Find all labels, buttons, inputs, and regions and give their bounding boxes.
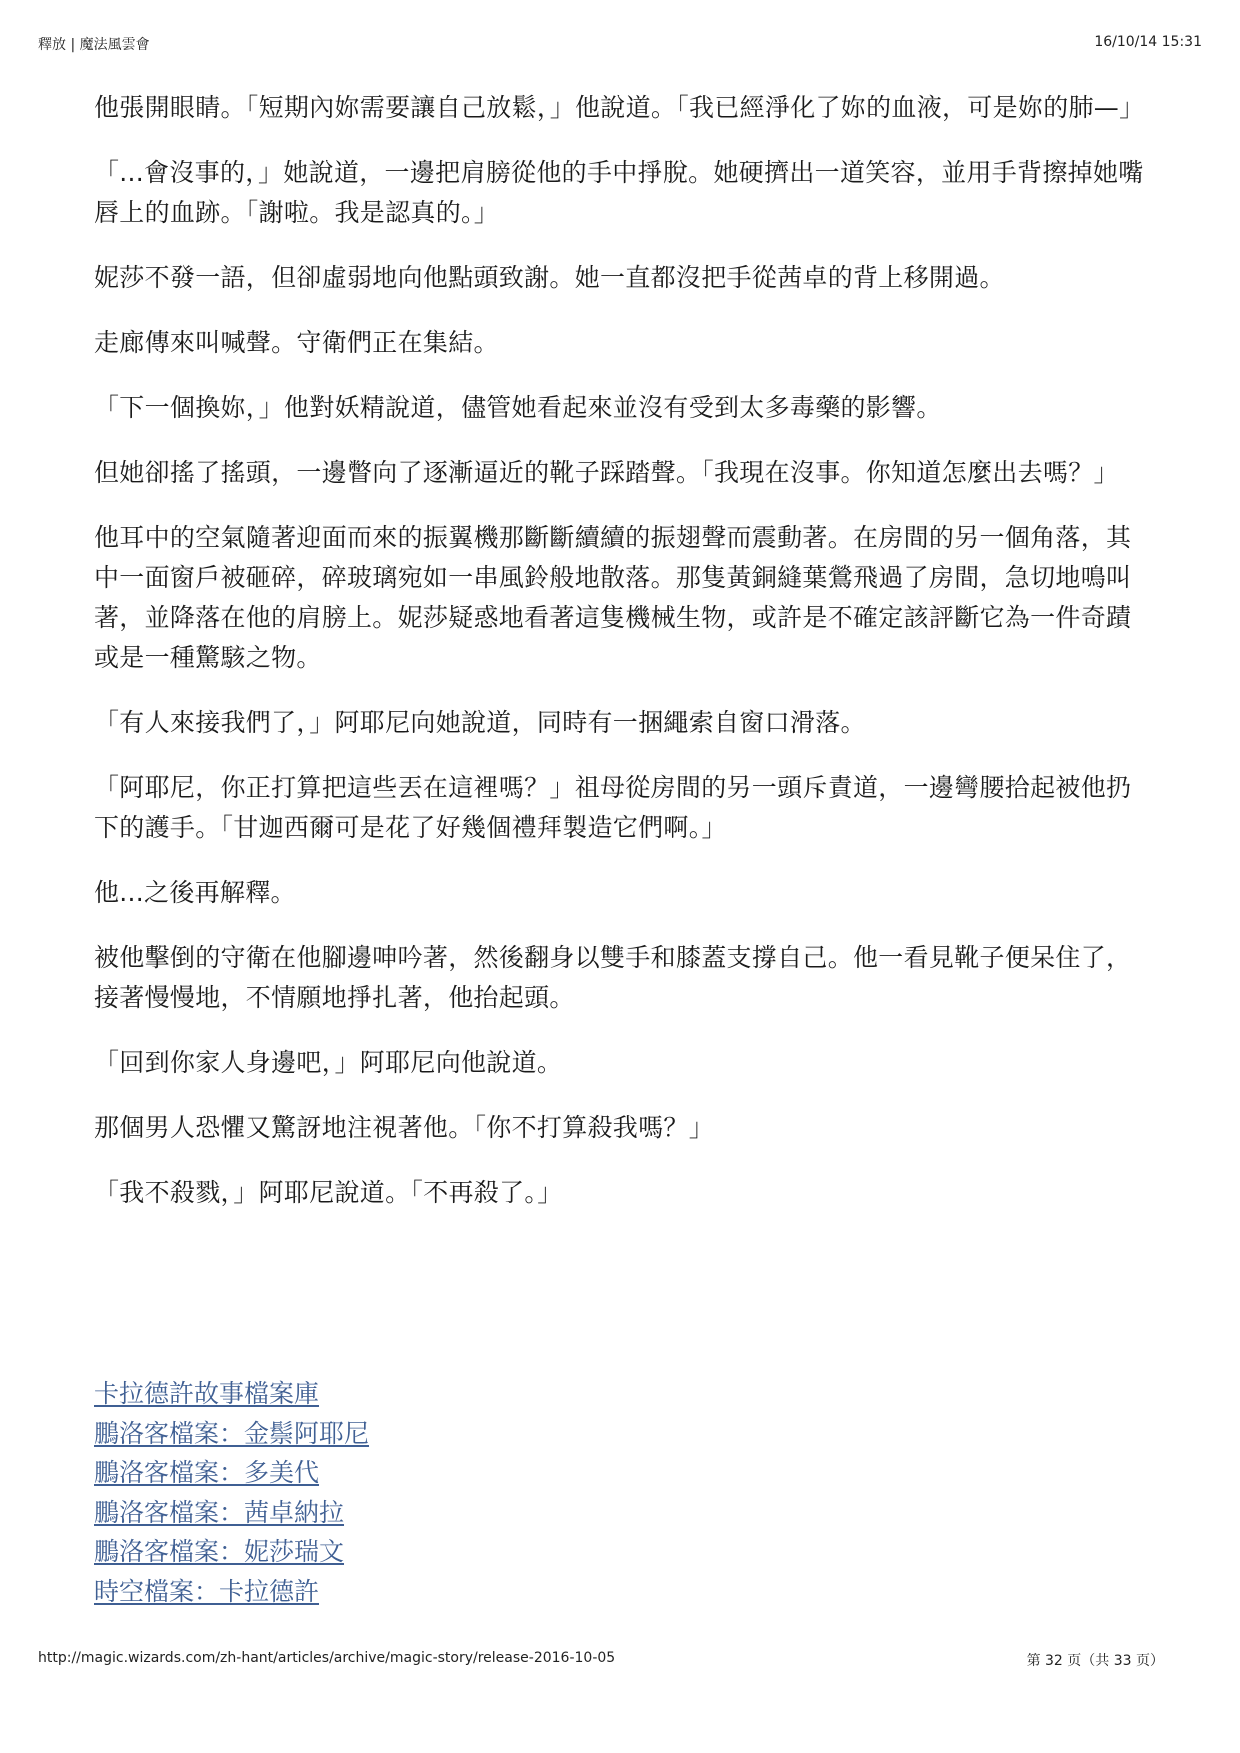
link-planeswalker-chandra[interactable]: 鵬洛客檔案：茜卓納拉 — [94, 1497, 345, 1527]
page-title: 釋放 | 魔法風雲會 — [38, 37, 150, 53]
story-paragraph: 被他擊倒的守衛在他腳邊呻吟著，然後翻身以雙手和膝蓋支撐自己。他一看見靴子便呆住了，接著慢慢地，不情願地掙扎著，他抬起頭。 — [94, 943, 1132, 1012]
print-header — [38, 34, 1202, 56]
link-kaladesh-story-archive[interactable]: 卡拉德許故事檔案庫 — [94, 1379, 320, 1408]
related-links — [94, 1374, 794, 1612]
article-body — [94, 88, 1144, 1238]
story-paragraph: 他耳中的空氣隨著迎面而來的振翼機那斷斷續續的振翅聲而震動著。在房間的另一個角落，其中一面窗戶被砸碎，碎玻璃宛如一串風鈴般地散落。那隻黃銅縫葉鶯飛過了房間，急切地鳴叫著，並降落在他的肩膀上。妮莎疑惑地看著這隻機械生物，或許是不確定該評斷它為一件奇蹟或是一種驚駭之物。 — [94, 523, 1132, 672]
story-paragraph: 走廊傳來叫喊聲。守衛們正在集結。 — [94, 328, 499, 357]
story-paragraph: 「我不殺戮，」阿耶尼說道。「不再殺了。」 — [94, 1178, 563, 1207]
story-paragraph: 「有人來接我們了，」阿耶尼向她說道，同時有一捆繩索自窗口滑落。 — [94, 708, 866, 737]
link-plane-kaladesh[interactable]: 時空檔案：卡拉德許 — [94, 1576, 320, 1606]
link-planeswalker-ajani[interactable]: 鵬洛客檔案：金鬃阿耶尼 — [94, 1418, 370, 1448]
link-planeswalker-nissa[interactable]: 鵬洛客檔案：妮莎瑞文 — [94, 1537, 345, 1567]
story-paragraph: 但她卻搖了搖頭，一邊瞥向了逐漸逼近的靴子踩踏聲。「我現在沒事。你知道怎麼出去嗎？」 — [94, 458, 1119, 487]
link-planeswalker-dovin[interactable]: 鵬洛客檔案：多美代 — [94, 1458, 320, 1488]
story-paragraph: 妮莎不發一語，但卻虛弱地向他點頭致謝。她一直都沒把手從茜卓的背上移開過。 — [94, 263, 1005, 292]
print-timestamp: 16/10/14 15:31 — [1094, 34, 1202, 50]
story-paragraph: 「回到你家人身邊吧，」阿耶尼向他說道。 — [94, 1048, 563, 1077]
story-paragraph: 「下一個換妳，」他對妖精說道，儘管她看起來並沒有受到太多毒藥的影響。 — [94, 393, 942, 422]
story-paragraph: 「...會沒事的，」她說道，一邊把肩膀從他的手中掙脫。她硬擠出一道笑容，並用手背擦掉她嘴唇上的血跡。「謝啦。我是認真的。」 — [94, 158, 1144, 227]
story-paragraph: 他...之後再解釋。 — [94, 878, 296, 907]
page-number: 第 32 页（共 33 页） — [1026, 1653, 1164, 1669]
story-paragraph: 他張開眼睛。「短期內妳需要讓自己放鬆，」他說道。「我已經淨化了妳的血液，可是妳的肺—」 — [94, 93, 1145, 122]
story-paragraph: 那個男人恐懼又驚訝地注視著他。「你不打算殺我嗎？」 — [94, 1113, 715, 1142]
page-url: http://magic.wizards.com/zh-hant/articles/archive/magic-story/release-2016-10-05 — [38, 1650, 616, 1666]
print-footer — [38, 1650, 1202, 1672]
story-paragraph: 「阿耶尼，你正打算把這些丟在這裡嗎？」祖母從房間的另一頭斥責道，一邊彎腰拾起被他扔下的護手。「甘迦西爾可是花了好幾個禮拜製造它們啊。」 — [94, 773, 1132, 842]
